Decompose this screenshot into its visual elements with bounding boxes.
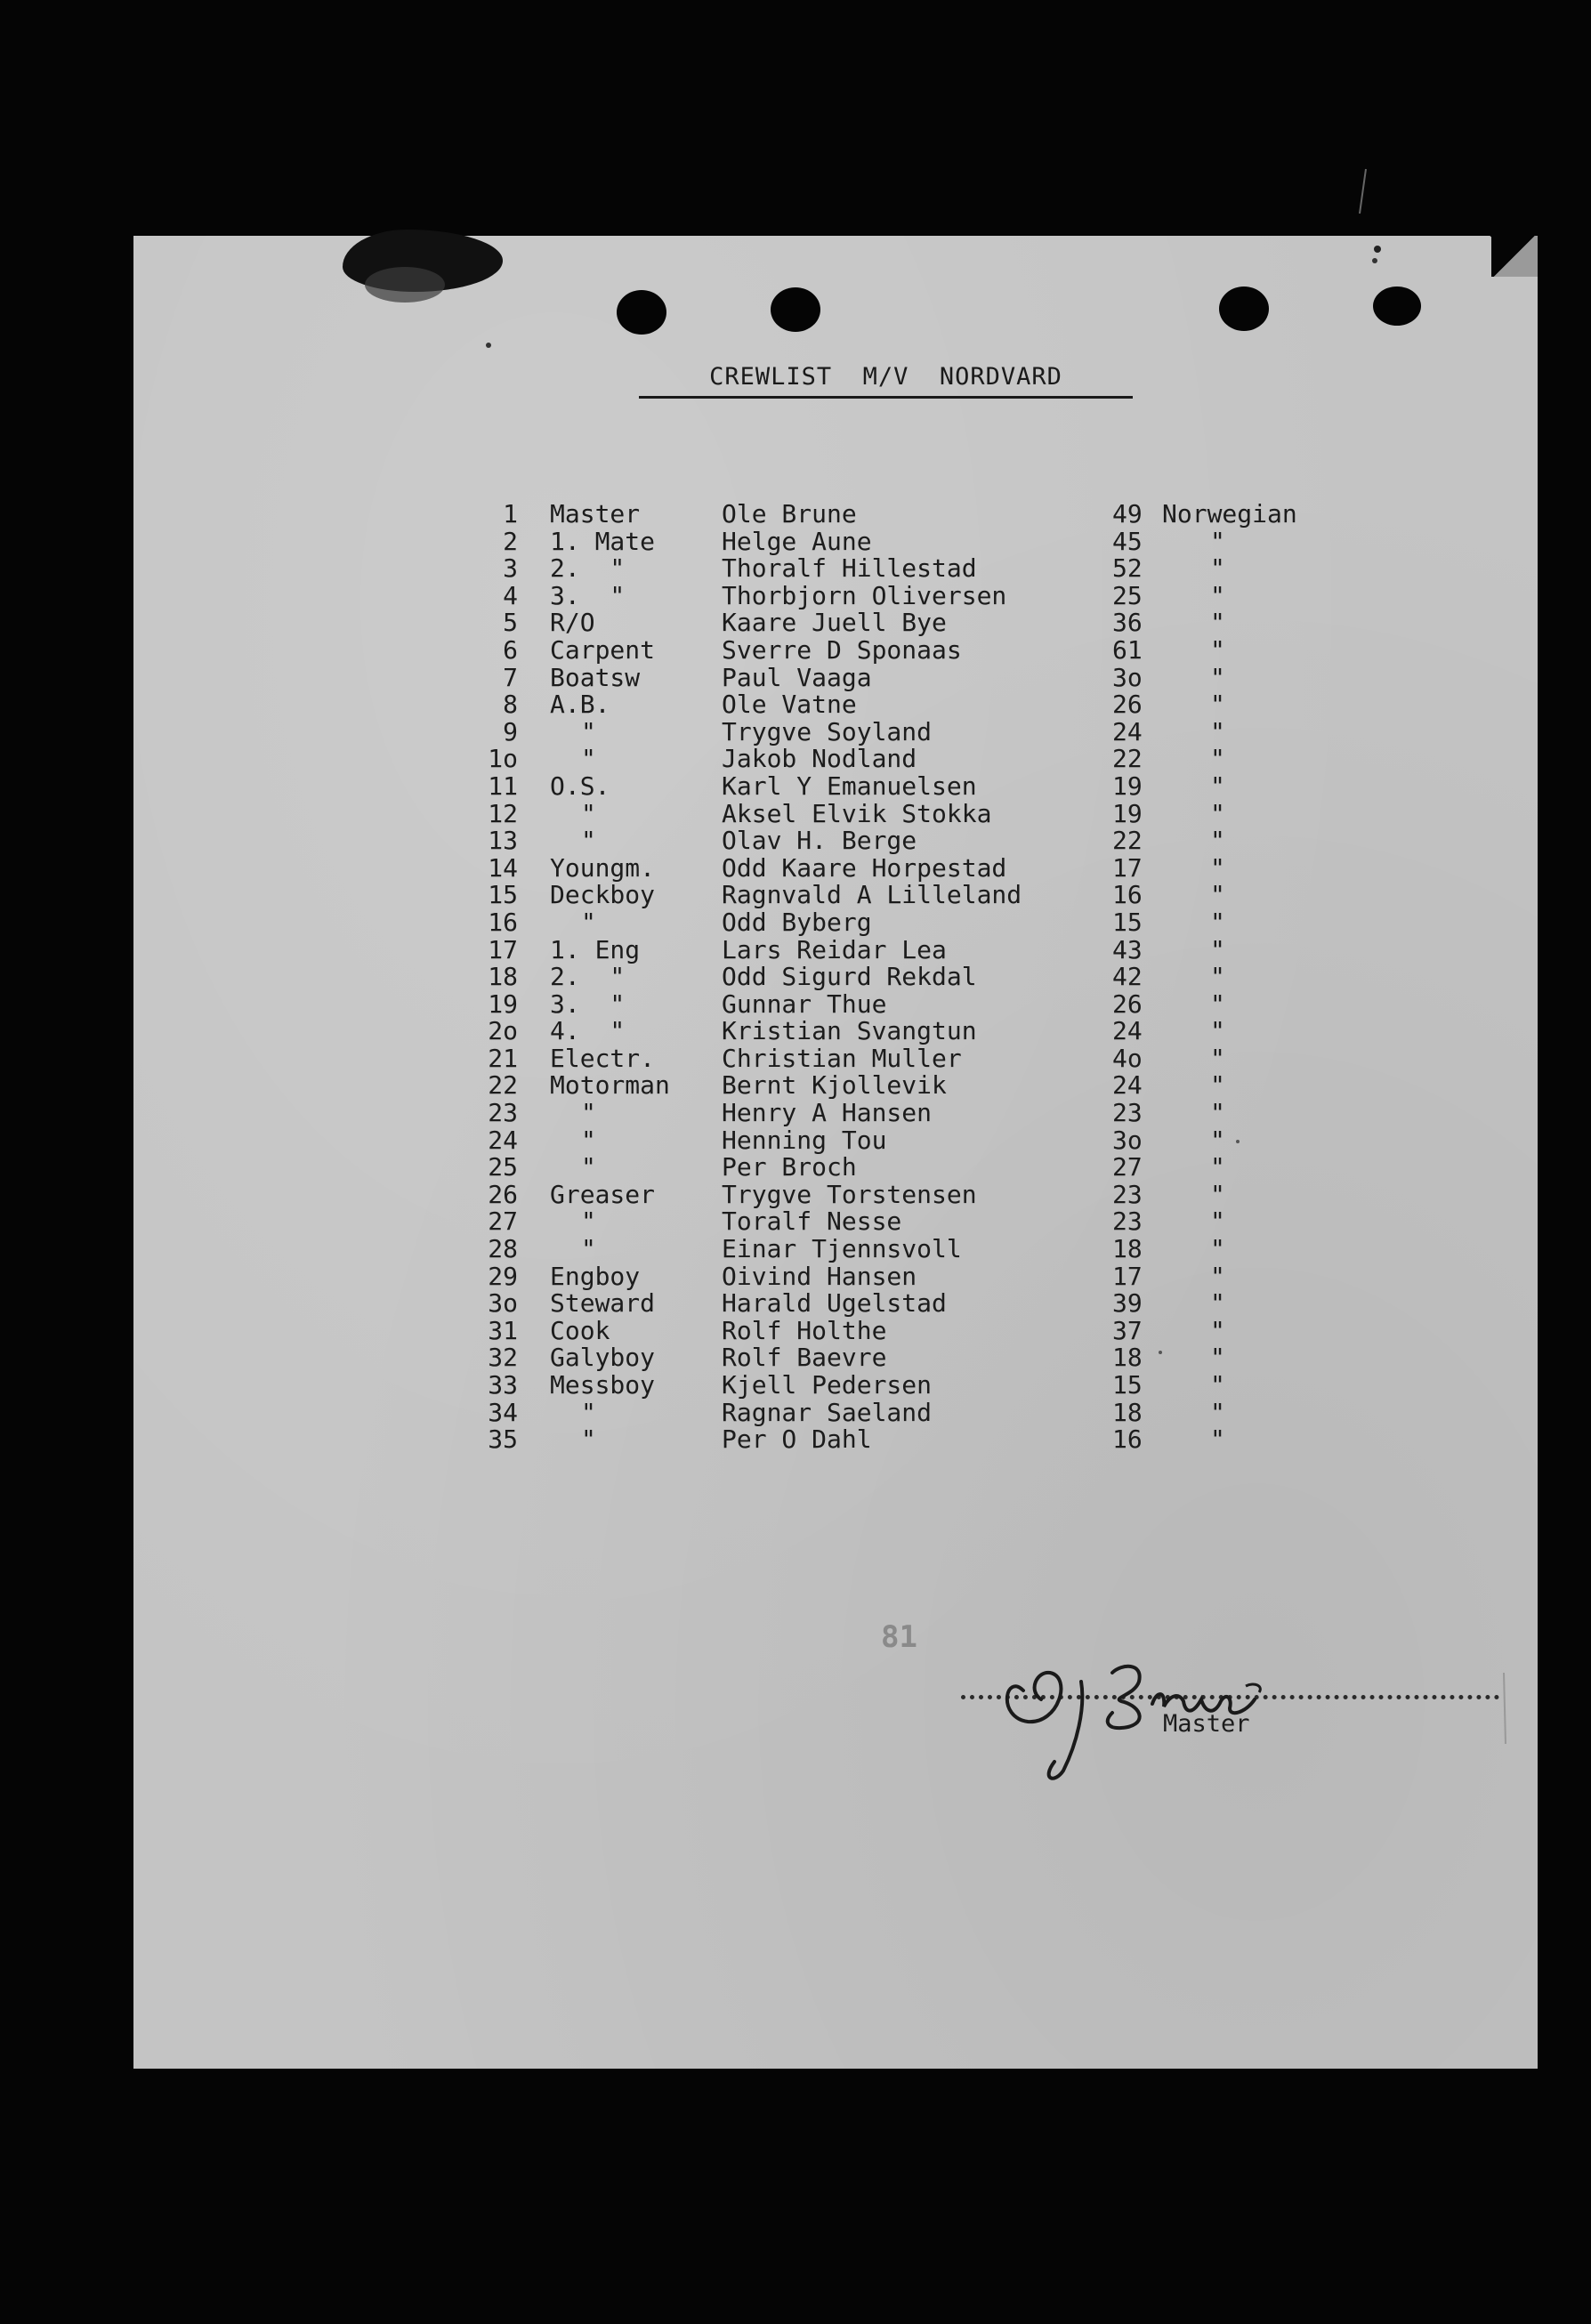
crew-age: 16 (1112, 880, 1143, 910)
crew-nationality: " (1210, 962, 1225, 992)
crew-rank: 2. " (550, 962, 626, 992)
crew-row (0, 1045, 1591, 1073)
crew-age: 36 (1112, 608, 1143, 638)
crew-row (0, 1263, 1591, 1291)
crew-rank: " (581, 1125, 596, 1155)
crew-number: 32 (488, 1343, 518, 1373)
crew-age: 39 (1112, 1288, 1143, 1319)
crew-name: Ragnar Saeland (722, 1397, 933, 1427)
crew-name: Gunnar Thue (722, 989, 887, 1019)
crew-rank: Youngm. (550, 852, 656, 883)
crew-name: Rolf Holthe (722, 1315, 887, 1345)
crew-age: 18 (1112, 1343, 1143, 1373)
crew-row (0, 798, 1591, 828)
crew-row (0, 964, 1591, 991)
crew-nationality: " (1210, 716, 1225, 746)
crew-rank: Galyboy (550, 1343, 656, 1373)
crew-age: 37 (1112, 1315, 1143, 1345)
crew-rank: Greaser (550, 1179, 656, 1209)
document-title: CREWLIST M/V NORDVARD (639, 363, 1133, 399)
crew-nationality: " (1210, 852, 1225, 883)
crew-number: 34 (488, 1397, 518, 1427)
crew-age: 3o (1112, 1125, 1143, 1155)
crew-row (0, 691, 1591, 719)
crew-rank: Boatsw (550, 662, 641, 692)
crew-rank: 1. Mate (550, 526, 656, 556)
crew-row (0, 555, 1591, 583)
crew-age: 45 (1112, 526, 1143, 556)
crew-rank: A.B. (550, 690, 610, 720)
crew-name: Einar Tjennsvoll (722, 1234, 962, 1264)
crew-name: Olav H. Berge (722, 826, 917, 856)
crew-age: 18 (1112, 1234, 1143, 1264)
crew-number: 3o (488, 1288, 518, 1319)
crew-rank: " (581, 1424, 596, 1455)
crew-number: 29 (488, 1261, 518, 1291)
crew-name: Kjell Pedersen (722, 1370, 933, 1400)
crew-rank: O.S. (550, 771, 610, 801)
crew-row (0, 1236, 1591, 1263)
crew-age: 17 (1112, 852, 1143, 883)
crew-number: 1 (503, 499, 518, 529)
crew-number: 19 (488, 989, 518, 1019)
crew-name: Jakob Nodland (722, 744, 917, 774)
crew-row (0, 746, 1591, 773)
crew-name: Paul Vaaga (722, 662, 872, 692)
crew-row (0, 1372, 1591, 1400)
crew-age: 49 (1112, 499, 1143, 529)
crew-number: 24 (488, 1125, 518, 1155)
crew-name: Karl Y Emanuelsen (722, 771, 977, 801)
crew-name: Kaare Juell Bye (722, 608, 947, 638)
crew-nationality: " (1210, 690, 1225, 720)
crew-rank: Deckboy (550, 880, 656, 910)
crew-number: 4 (503, 580, 518, 610)
crew-nationality: " (1210, 1397, 1225, 1427)
crew-row (0, 1315, 1591, 1345)
crew-rank: " (581, 1098, 596, 1128)
crew-number: 8 (503, 690, 518, 720)
crew-age: 4o (1112, 1043, 1143, 1073)
crew-name: Ole Brune (722, 499, 857, 529)
crew-age: 3o (1112, 662, 1143, 692)
crew-name: Oivind Hansen (722, 1261, 917, 1291)
crew-nationality: " (1210, 907, 1225, 937)
crew-nationality: " (1210, 1424, 1225, 1455)
crew-rank: R/O (550, 608, 595, 638)
crew-row (0, 1344, 1591, 1372)
crew-name: Odd Byberg (722, 907, 872, 937)
crew-name: Thorbjorn Oliversen (722, 580, 1007, 610)
crew-number: 12 (488, 798, 518, 828)
crew-nationality: " (1210, 934, 1225, 964)
crew-age: 27 (1112, 1152, 1143, 1182)
crew-name: Toralf Nesse (722, 1206, 902, 1237)
crew-row (0, 1100, 1591, 1127)
crew-nationality: " (1210, 771, 1225, 801)
crew-nationality: " (1210, 1343, 1225, 1373)
crew-age: 16 (1112, 1424, 1143, 1455)
crew-nationality: " (1210, 662, 1225, 692)
crew-number: 2 (503, 526, 518, 556)
crew-name: Ole Vatne (722, 690, 857, 720)
crew-age: 25 (1112, 580, 1143, 610)
crew-age: 19 (1112, 798, 1143, 828)
crew-age: 43 (1112, 934, 1143, 964)
crew-age: 61 (1112, 634, 1143, 665)
crew-rank: Carpent (550, 634, 656, 665)
crew-nationality: " (1210, 880, 1225, 910)
crew-number: 35 (488, 1424, 518, 1455)
crew-name: Odd Kaare Horpestad (722, 852, 1007, 883)
crew-row (0, 882, 1591, 909)
crew-name: Rolf Baevre (722, 1343, 887, 1373)
crew-nationality: " (1210, 553, 1225, 584)
crew-row (0, 1154, 1591, 1182)
crew-nationality: " (1210, 1370, 1225, 1400)
crew-number: 7 (503, 662, 518, 692)
crew-name: Per O Dahl (722, 1424, 872, 1455)
crew-age: 23 (1112, 1179, 1143, 1209)
crew-number: 26 (488, 1179, 518, 1209)
crew-row (0, 580, 1591, 610)
crew-age: 19 (1112, 771, 1143, 801)
crew-row (0, 773, 1591, 801)
crew-number: 25 (488, 1152, 518, 1182)
crew-rank: " (581, 716, 596, 746)
crew-age: 15 (1112, 1370, 1143, 1400)
crew-nationality: " (1210, 1152, 1225, 1182)
punch-hole (617, 290, 666, 335)
crew-row (0, 526, 1591, 556)
folded-corner (1491, 236, 1538, 277)
crew-number: 33 (488, 1370, 518, 1400)
crew-age: 18 (1112, 1397, 1143, 1427)
crew-nationality: " (1210, 608, 1225, 638)
crew-row (0, 852, 1591, 883)
crew-age: 26 (1112, 989, 1143, 1019)
crew-rank: " (581, 826, 596, 856)
crew-number: 21 (488, 1043, 518, 1073)
crew-number: 1o (488, 744, 518, 774)
crew-number: 2o (488, 1016, 518, 1046)
punch-hole (1219, 286, 1269, 331)
crew-nationality: " (1210, 1261, 1225, 1291)
crew-nationality: " (1210, 580, 1225, 610)
crew-age: 42 (1112, 962, 1143, 992)
crew-name: Ragnvald A Lilleland (722, 880, 1022, 910)
crew-age: 24 (1112, 1016, 1143, 1046)
crew-name: Trygve Torstensen (722, 1179, 977, 1209)
crew-row (0, 1127, 1591, 1155)
ink-stain-shadow (365, 267, 445, 303)
crew-name: Lars Reidar Lea (722, 934, 947, 964)
crew-name: Odd Sigurd Rekdal (722, 962, 977, 992)
crew-name: Helge Aune (722, 526, 872, 556)
crew-row (0, 991, 1591, 1019)
crew-nationality: " (1210, 1070, 1225, 1101)
crew-rank: 3. " (550, 580, 626, 610)
crew-nationality: " (1210, 1125, 1225, 1155)
crew-age: 22 (1112, 826, 1143, 856)
crew-number: 28 (488, 1234, 518, 1264)
crew-nationality: " (1210, 744, 1225, 774)
crew-nationality: " (1210, 1234, 1225, 1264)
crew-nationality: Norwegian (1162, 499, 1297, 529)
crew-number: 16 (488, 907, 518, 937)
crew-number: 3 (503, 553, 518, 584)
crew-number: 17 (488, 934, 518, 964)
crew-row (0, 827, 1591, 855)
crew-nationality: " (1210, 798, 1225, 828)
crew-age: 23 (1112, 1206, 1143, 1237)
crew-nationality: " (1210, 1315, 1225, 1345)
crew-age: 52 (1112, 553, 1143, 584)
crew-nationality: " (1210, 989, 1225, 1019)
crew-age: 26 (1112, 690, 1143, 720)
crew-row (0, 1072, 1591, 1100)
punch-hole (1373, 286, 1421, 326)
crew-rank: " (581, 907, 596, 937)
crew-rank: " (581, 1397, 596, 1427)
crew-number: 31 (488, 1315, 518, 1345)
crew-nationality: " (1210, 1043, 1225, 1073)
crew-rank: Master (550, 499, 641, 529)
crew-age: 24 (1112, 716, 1143, 746)
crew-rank: 2. " (550, 553, 626, 584)
crew-name: Harald Ugelstad (722, 1288, 947, 1319)
crew-number: 22 (488, 1070, 518, 1101)
crew-name: Thoralf Hillestad (722, 553, 977, 584)
crew-number: 5 (503, 608, 518, 638)
crew-row (0, 1018, 1591, 1045)
crew-rank: " (581, 1234, 596, 1264)
crew-age: 17 (1112, 1261, 1143, 1291)
signature-caption: Master (1163, 1710, 1250, 1738)
crew-row (0, 1179, 1591, 1209)
crew-number: 18 (488, 962, 518, 992)
crew-number: 11 (488, 771, 518, 801)
crew-number: 14 (488, 852, 518, 883)
crew-row (0, 634, 1591, 665)
crew-name: Kristian Svangtun (722, 1016, 977, 1046)
crew-name: Henry A Hansen (722, 1098, 933, 1128)
crew-number: 6 (503, 634, 518, 665)
crew-rank: 3. " (550, 989, 626, 1019)
crew-name: Sverre D Sponaas (722, 634, 962, 665)
crew-rank: Messboy (550, 1370, 656, 1400)
crew-age: 24 (1112, 1070, 1143, 1101)
crew-rank: Engboy (550, 1261, 641, 1291)
crew-list (0, 501, 1591, 1454)
crew-name: Henning Tou (722, 1125, 887, 1155)
crew-rank: " (581, 744, 596, 774)
punch-hole (771, 287, 820, 332)
crew-row (0, 1397, 1591, 1427)
crew-rank: " (581, 798, 596, 828)
crew-row (0, 1208, 1591, 1236)
crew-rank: Motorman (550, 1070, 670, 1101)
crew-age: 22 (1112, 744, 1143, 774)
crew-rank: Cook (550, 1315, 610, 1345)
crew-name: Aksel Elvik Stokka (722, 798, 992, 828)
crew-rank: Electr. (550, 1043, 656, 1073)
crew-row (0, 1290, 1591, 1318)
crew-rank: Steward (550, 1288, 656, 1319)
crew-rank: " (581, 1152, 596, 1182)
crew-age: 15 (1112, 907, 1143, 937)
crew-row (0, 662, 1591, 692)
crew-nationality: " (1210, 1016, 1225, 1046)
crew-row (0, 909, 1591, 937)
crew-nationality: " (1210, 1288, 1225, 1319)
crew-name: Trygve Soyland (722, 716, 933, 746)
crew-number: 13 (488, 826, 518, 856)
crew-nationality: " (1210, 1179, 1225, 1209)
crew-row (0, 1426, 1591, 1454)
crew-nationality: " (1210, 1098, 1225, 1128)
crew-nationality: " (1210, 526, 1225, 556)
crew-age: 23 (1112, 1098, 1143, 1128)
crew-nationality: " (1210, 634, 1225, 665)
crew-number: 9 (503, 716, 518, 746)
crew-rank: " (581, 1206, 596, 1237)
crew-name: Christian Muller (722, 1043, 962, 1073)
page-number: 81 (881, 1619, 917, 1655)
crew-nationality: " (1210, 826, 1225, 856)
crew-row (0, 716, 1591, 746)
crew-row (0, 501, 1591, 529)
crew-rank: 1. Eng (550, 934, 641, 964)
crew-number: 27 (488, 1206, 518, 1237)
crew-row (0, 934, 1591, 964)
crew-number: 15 (488, 880, 518, 910)
crew-number: 23 (488, 1098, 518, 1128)
crew-name: Per Broch (722, 1152, 857, 1182)
crew-rank: 4. " (550, 1016, 626, 1046)
crew-nationality: " (1210, 1206, 1225, 1237)
crew-name: Bernt Kjollevik (722, 1070, 947, 1101)
crew-row (0, 609, 1591, 637)
